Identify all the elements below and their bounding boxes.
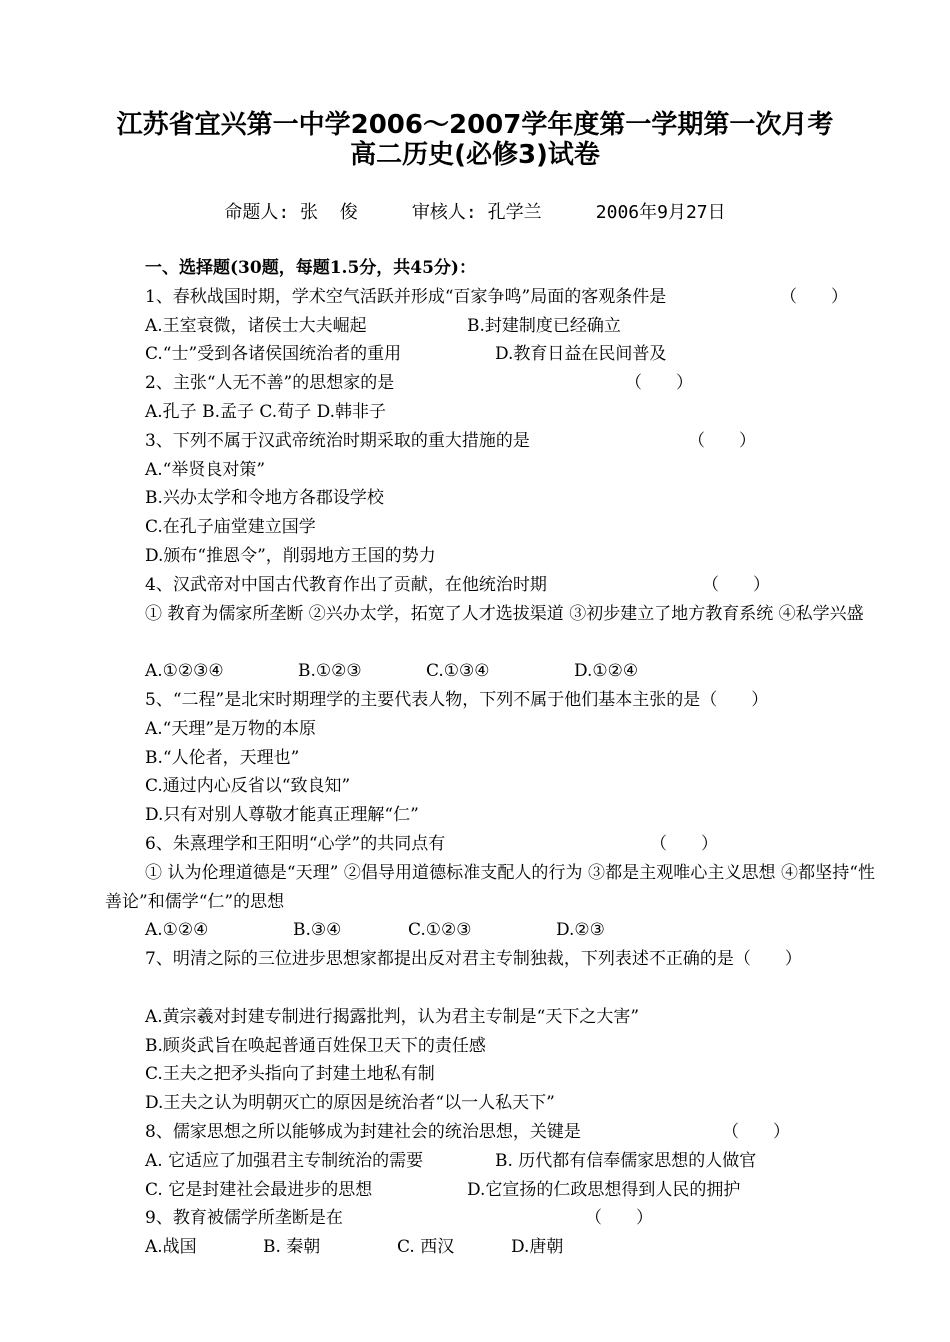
option-a: A.“天理”是万物的本原: [145, 718, 317, 739]
option-b: B. 历代都有信奉儒家思想的人做官: [495, 1150, 757, 1171]
option-c: C.王夫之把矛头指向了封建土地私有制: [145, 1064, 435, 1085]
question-4-options: [105, 657, 875, 686]
question-2-stem: 2、主张“人无不善”的思想家的是: [145, 373, 395, 394]
answer-blank: （ ）: [702, 574, 770, 595]
answer-blank: （ ）: [650, 833, 718, 854]
exam-title-line2: 高二历史(必修3)试卷: [350, 140, 600, 170]
question-7-stem: 7、明清之际的三位进步思想家都提出反对君主专制独裁，下列表述不正确的是（ ）: [145, 949, 802, 970]
option-b: B.兴办太学和令地方各郡设学校: [145, 488, 384, 509]
answer-blank: （ ）: [722, 1121, 790, 1142]
option-b: B.顾炎武旨在唤起普通百姓保卫天下的责任感: [145, 1035, 486, 1056]
question-4-stem: 4、汉武帝对中国古代教育作出了贡献，在他统治时期: [145, 574, 547, 595]
option-d: D.只有对别人尊敬才能真正理解“仁”: [145, 805, 419, 826]
question-6-items: ① 认为伦理道德是“天理” ②倡导用道德标准支配人的行为 ③都是主观唯心主义思想 ④都坚持“性善论”和儒学“仁”的思想: [105, 862, 875, 912]
option-a: A.黄宗羲对封建专制进行揭露批判，认为君主专制是“天下之大害”: [145, 1006, 640, 1027]
exam-title-line1: 江苏省宜兴第一中学2006～2007学年度第一学期第一次月考: [116, 110, 834, 140]
question-8-stem: 8、儒家思想之所以能够成为封建社会的统治思想，关键是: [145, 1121, 581, 1142]
question-4: [105, 571, 875, 600]
option-c: C.通过内心反省以“致良知”: [145, 776, 351, 797]
question-6: [105, 830, 875, 859]
option-d: D.颁布“推恩令”，削弱地方王国的势力: [145, 545, 436, 566]
question-8-options: [105, 1147, 875, 1176]
question-1-stem: 1、春秋战国时期，学术空气活跃并形成“百家争鸣”局面的客观条件是: [145, 286, 667, 307]
option-c: C.①②③: [408, 920, 472, 941]
answer-blank: （ ）: [585, 1208, 653, 1229]
question-2-options: A.孔子 B.孟子 C.荀子 D.韩非子: [145, 401, 387, 422]
option-a: A.“举贤良对策”: [145, 459, 266, 480]
option-c: C.①③④: [426, 661, 490, 682]
option-d: D.王夫之认为明朝灭亡的原因是统治者“以一人私天下”: [145, 1093, 555, 1114]
option-c: C.“士”受到各诸侯国统治者的重用: [145, 344, 402, 365]
question-1: [105, 283, 875, 312]
option-c: C.在孔子庙堂建立国学: [145, 517, 316, 538]
question-3-stem: 3、下列不属于汉武帝统治时期采取的重大措施的是: [145, 430, 530, 451]
question-4-items: ① 教育为儒家所垄断 ②兴办太学，拓宽了人才选拔渠道 ③初步建立了地方教育系统 ④私学兴盛: [145, 603, 864, 624]
option-a: A.战国: [145, 1237, 197, 1258]
option-d: D.它宣扬的仁政思想得到人民的拥护: [467, 1179, 741, 1200]
answer-blank: （ ）: [780, 286, 848, 307]
option-b: B.封建制度已经确立: [467, 315, 621, 336]
exam-meta: 命题人: 张 俊 审核人: 孔学兰 2006年9月27日: [224, 202, 726, 223]
option-c: C. 西汉: [397, 1237, 455, 1258]
option-d: D.教育日益在民间普及: [495, 344, 667, 365]
question-3: [105, 427, 875, 456]
question-6-options: [105, 916, 875, 945]
question-9-options: [105, 1233, 875, 1262]
option-a: A. 它适应了加强君主专制统治的需要: [145, 1150, 424, 1171]
question-1-options: [105, 340, 875, 369]
question-8: [105, 1118, 875, 1147]
question-8-options: [105, 1176, 875, 1205]
answer-blank: （ ）: [625, 373, 693, 394]
option-a: A.王室衰微，诸侯士大夫崛起: [145, 315, 367, 336]
section-heading: 一、选择题(30题，每题1.5分，共45分)：: [145, 258, 476, 278]
option-d: D.唐朝: [511, 1237, 564, 1258]
option-c: C. 它是封建社会最进步的思想: [145, 1179, 373, 1200]
question-9: [105, 1204, 875, 1233]
question-2: [105, 369, 875, 398]
answer-blank: （ ）: [688, 430, 756, 451]
option-b: B.“人伦者，天理也”: [145, 747, 300, 768]
question-9-stem: 9、教育被儒学所垄断是在: [145, 1208, 343, 1229]
option-b: B. 秦朝: [263, 1237, 321, 1258]
question-5-stem: 5、“二程”是北宋时期理学的主要代表人物，下列不属于他们基本主张的是（ ）: [145, 689, 769, 710]
option-b: B.①②③: [298, 661, 362, 682]
option-d: D.①②④: [574, 661, 639, 682]
question-list: [105, 254, 875, 1262]
question-6-stem: 6、朱熹理学和王阳明“心学”的共同点有: [145, 833, 446, 854]
option-d: D.②③: [556, 920, 605, 941]
option-b: B.③④: [293, 920, 342, 941]
option-a: A.①②③④: [145, 661, 224, 682]
question-1-options: [105, 312, 875, 341]
option-a: A.①②④: [145, 920, 209, 941]
